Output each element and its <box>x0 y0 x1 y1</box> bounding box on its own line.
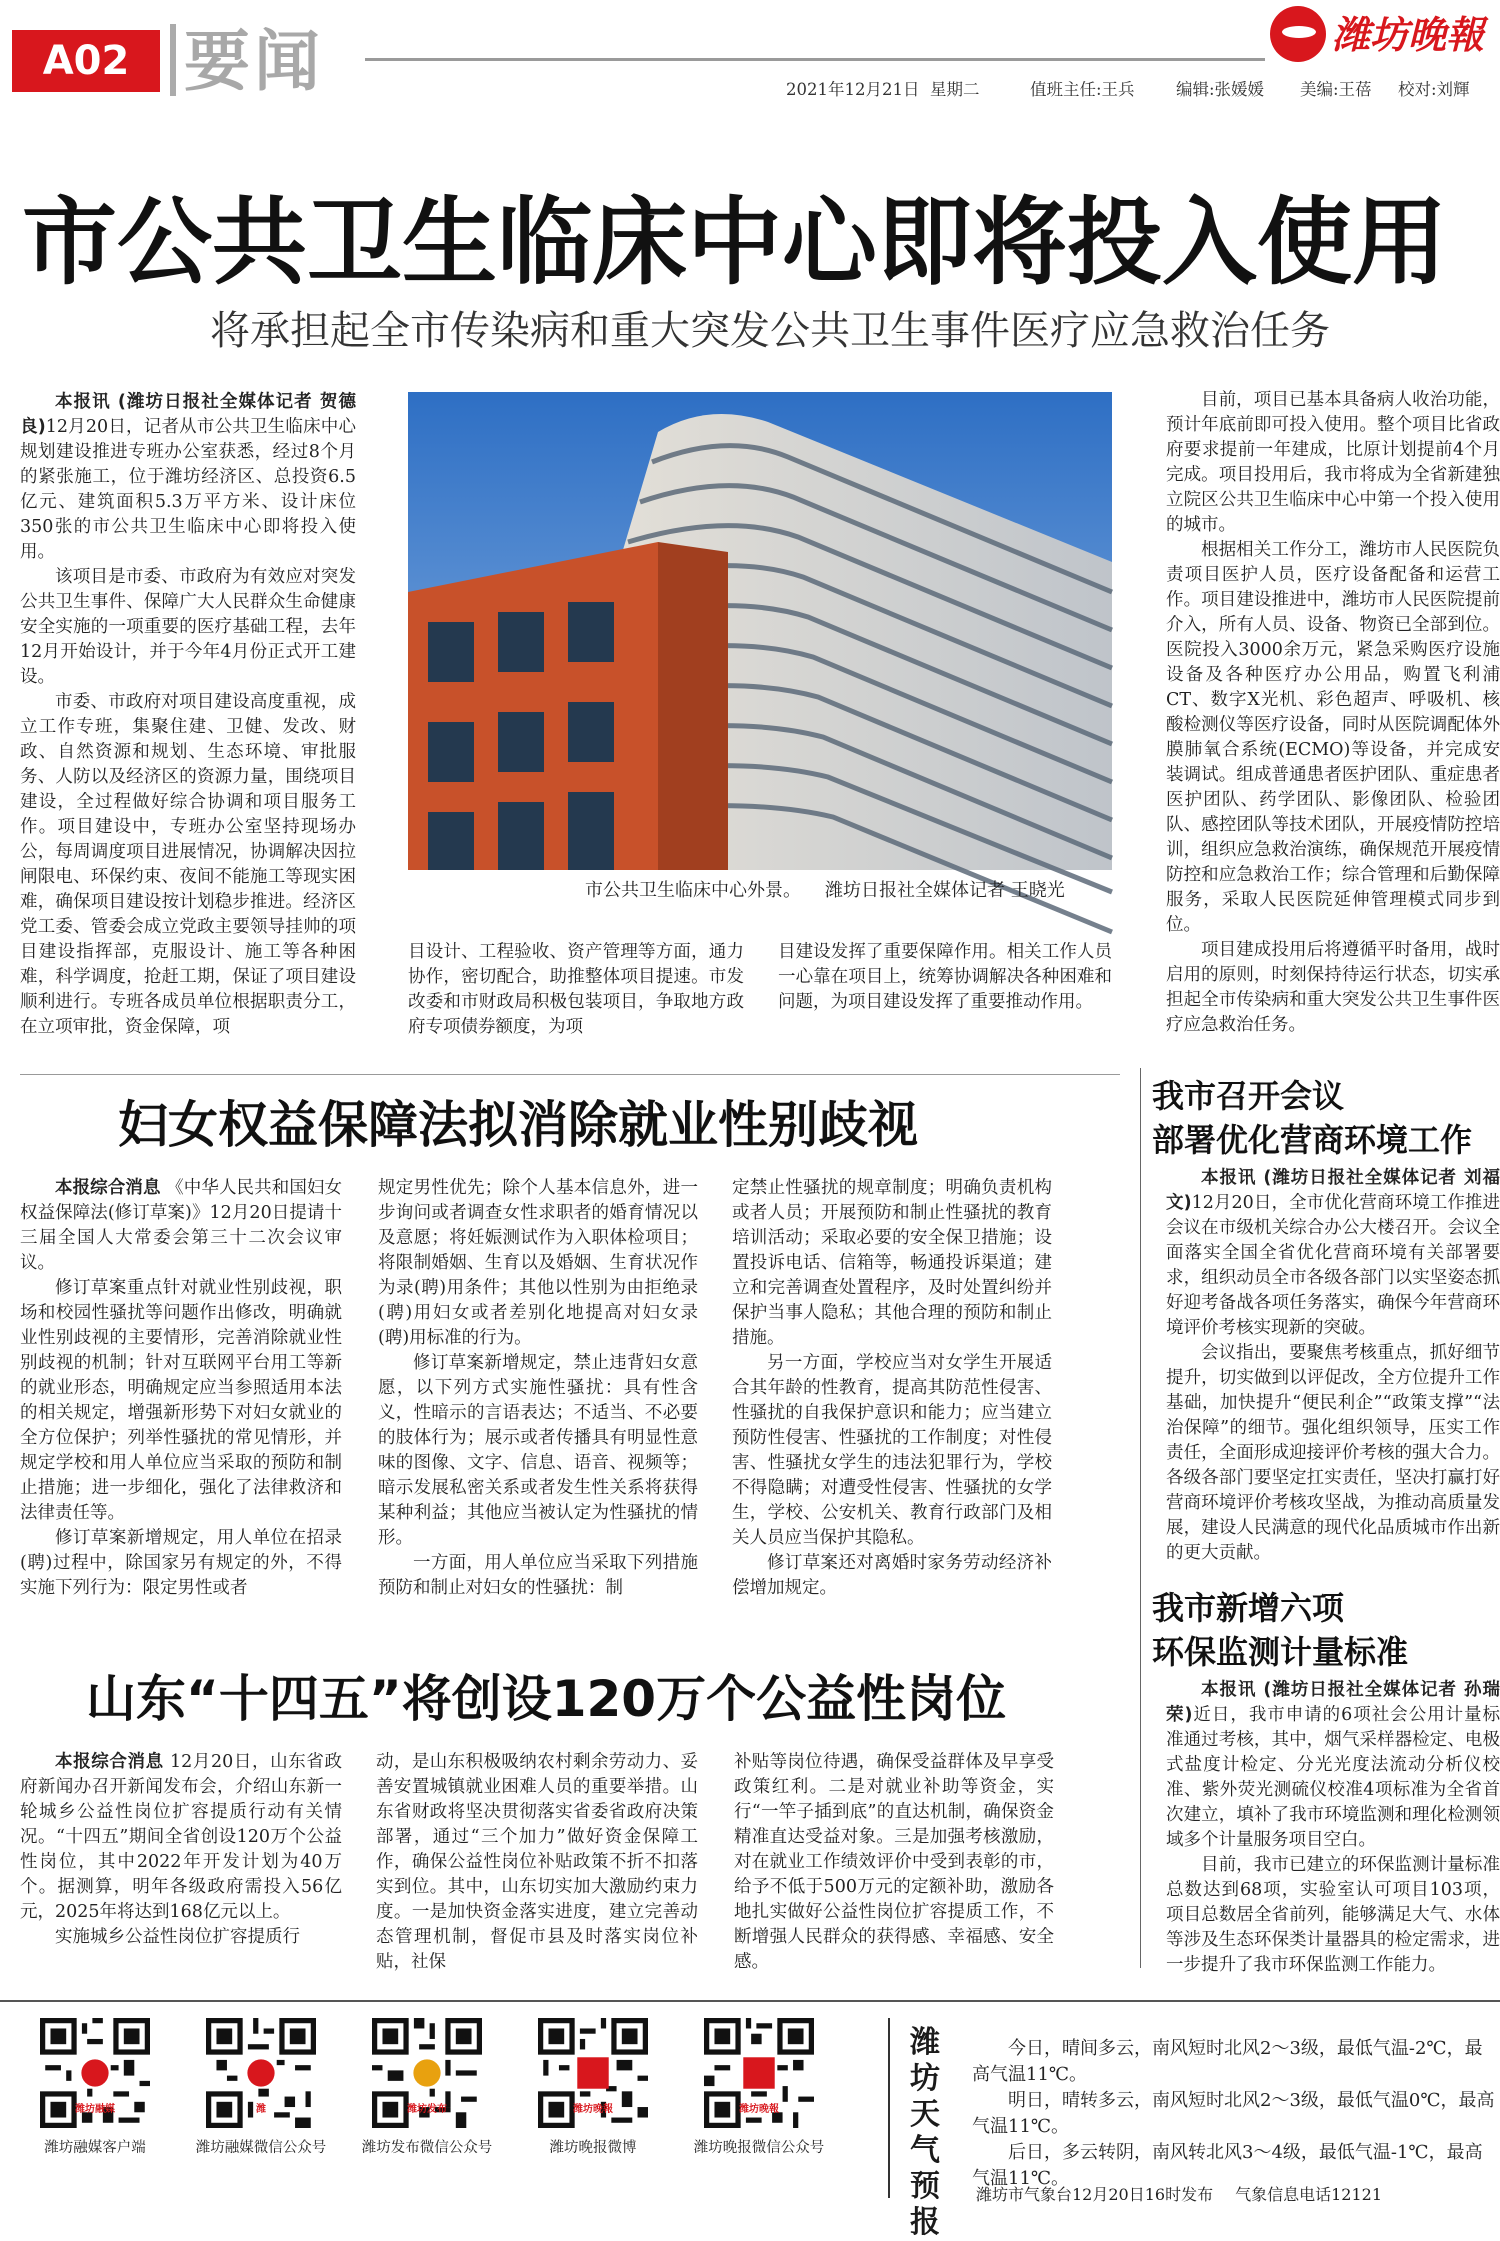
meeting-para-1: 12月20日，全市优化营商环境工作推进会议在市级机关综合办公大楼召开。会议全面落实全国全省优化营商环境有关部署要求，组织动员全市各级各部门以实坚姿态抓好迎考备战各项任务落实，确保今年营商环境评价考核实现新的突破。 <box>1166 1193 1500 1338</box>
qr-badge-4: 潍坊晚報 <box>573 2104 613 2115</box>
meeting-headline-2: 部署优化营商环境工作 <box>1152 1121 1473 1159</box>
lead-para-1: 12月20日，记者从市公共卫生临床中心规划建设推进专班办公室获悉，经过8个月的紧张施工，位于潍坊经济区、总投资6.5亿元、建筑面积5.3万平方米、设计床位350张的市公共卫生临床中心即将投入使用。 <box>20 417 356 562</box>
logo-mark-icon <box>1270 6 1326 62</box>
jobs-para-3: 动，是山东积极吸纳农村剩余劳动力、妥善安置城镇就业困难人员的重要举措。山东省财政将坚决贯彻落实省委省政府决策部署，通过“三个加力”做好资金保障工作，确保公益性岗位补贴政策不折不扣落实到位。其中，山东切实加大激励约束力度。一是加快资金落实进度，建立完善动态管理机制，督促市县及时落实岗位补贴，社保 <box>376 1752 698 1972</box>
column-divider <box>1140 1068 1141 1968</box>
meeting-para-2: 会议指出，要聚焦考核重点，抓好细节提升，切实做到以评促改，全方位提升工作基础，加快提升“便民利企”“政策支撑”“法治保障”的细节。强化组织领导，压实工作责任，全面形成迎接评价考核的强大合力。各级各部门要坚定扛实责任，坚决打赢打好营商环境评价考核攻坚战，为推动高质量发展，建设人民满意的现代化品质城市作出新的更大贡献。 <box>1166 1343 1500 1563</box>
lead-byline: 本报讯 (潍坊日报社全媒体记者 贺德良) <box>20 392 356 437</box>
env-body <box>1166 1678 1500 1978</box>
weather-tomorrow: 明日，晴转多云，南风短时北风2～3级，最低气温0℃，最高气温11℃。 <box>972 2090 1495 2137</box>
building-illustration <box>408 392 1112 870</box>
weather-hotline: 气象信息电话12121 <box>1235 2185 1382 2204</box>
qr-label-4: 潍坊晚报微博 <box>549 2140 637 2156</box>
women-para-9: 修订草案还对离婚时家务劳动经济补偿增加规定。 <box>732 1553 1052 1598</box>
jobs-byline: 本报综合消息 <box>55 1752 164 1772</box>
lead-column-4 <box>1166 388 1500 1038</box>
proofreader: 校对:刘輝 <box>1398 80 1470 99</box>
issue-date: 2021年12月21日 <box>786 80 920 99</box>
caption-credit: 潍坊日报社全媒体记者 王晓光 <box>825 880 1065 901</box>
logo-text: 潍坊晚報 <box>1332 13 1485 57</box>
lead-para-2: 该项目是市委、市政府为有效应对突发公共卫生事件、保障广大人民群众生命健康安全实施的一项重要的医疗基础工程，去年12月开始设计，并于今年4月份正式开工建设。 <box>20 567 356 687</box>
section-rule <box>20 1074 1120 1075</box>
women-column-1 <box>20 1176 342 1601</box>
women-byline: 本报综合消息 <box>55 1178 161 1198</box>
weather-after: 后日，多云转阴，南风转北风3～4级，最低气温-1℃，最高气温11℃。 <box>972 2142 1483 2189</box>
meeting-byline: 本报讯 (潍坊日报社全媒体记者 刘福文) <box>1166 1168 1500 1213</box>
lead-column-1 <box>20 390 356 1040</box>
lead-para-6: 项目建成投用后将遵循平时备用，战时启用的原则，时刻保持待运行状态，切实承担起全市传染病和重大突发公共卫生事件医疗应急救治任务。 <box>1166 940 1500 1035</box>
footer-rule <box>0 2000 1500 2002</box>
women-headline: 妇女权益保障法拟消除就业性别歧视 <box>118 1096 918 1154</box>
women-para-8: 另一方面，学校应当对女学生开展适合其年龄的性教育，提高其防范性侵害、性骚扰的自我保护意识和能力；应当建立预防性侵害、性骚扰的工作制度；对性侵害、性骚扰女学生的违法犯罪行为，学校不得隐瞒；对遭受性侵害、性骚扰的女学生，学校、公安机关、教育行政部门及相关人员应当保护其隐私。 <box>732 1353 1052 1548</box>
women-para-4: 规定男性优先；除个人基本信息外，进一步询问或者调查女性求职者的婚育情况以及意愿；将妊娠测试作为入职体检项目；将限制婚姻、生育以及婚姻、生育状况作为录(聘)用条件；其他以性别为由拒绝录(聘)用妇女或者差别化地提高对妇女录(聘)用标准的行为。 <box>378 1178 698 1348</box>
page-number: A02 <box>12 30 160 92</box>
weather-source <box>976 2182 1382 2205</box>
qr-block-1[interactable] <box>40 2018 150 2156</box>
weather-divider <box>888 2018 890 2198</box>
qr-label-1: 潍坊融媒客户端 <box>44 2140 146 2156</box>
qr-block-2[interactable] <box>195 2018 327 2156</box>
meeting-body <box>1166 1166 1500 1566</box>
lead-headline: 市公共卫生临床中心即将投入使用 <box>22 188 1448 298</box>
weather-title: 潍坊天气预报 <box>910 2025 940 2240</box>
env-para-1: 近日，我市申请的6项社会公用计量标准通过考核，其中，烟气采样器检定、电极式盐度计检定、分光光度法流动分析仪校准、紫外荧光测硫仪校准4项标准为全省首次建立，填补了我市环境监测和理化检测领域多个计量服务项目空白。 <box>1166 1705 1500 1850</box>
jobs-column-1 <box>20 1750 342 1950</box>
meeting-headline-1: 我市召开会议 <box>1152 1077 1345 1115</box>
duty-chief: 值班主任:王兵 <box>1030 80 1135 99</box>
women-para-3: 修订草案新增规定，用人单位在招录(聘)过程中，除国家另有规定的外，不得实施下列行为：限定男性或者 <box>20 1528 342 1598</box>
env-headline-2: 环保监测计量标准 <box>1152 1633 1409 1671</box>
qr-badge-5: 潍坊晚報 <box>739 2104 779 2115</box>
women-para-2: 修订草案重点针对就业性别歧视，职场和校园性骚扰等问题作出修改，明确就业性别歧视的主要情形，完善消除就业性别歧视的机制；针对互联网平台用工等新的就业形态，明确规定应当参照适用本法的相关规定，增强新形势下对妇女就业的全方位保护；列举性骚扰的常见情形，并规定学校和用人单位应当采取的预防和制止措施；进一步细化，强化了法律救济和法律责任等。 <box>20 1278 342 1523</box>
lead-para-3b: 目设计、工程验收、资产管理等方面，通力协作，密切配合，助推整体项目提速。市发改委和市财政局积极包装项目，争取地方政府专项债券额度，为项 <box>408 942 744 1037</box>
lead-para-4: 目前，项目已基本具备病人收治功能，预计年底前即可投入使用。整个项目比省政府要求提前一年建成，比原计划提前4个月完成。项目投用后，我市将成为全省新建独立院区公共卫生临床中心中第一个投入使用的城市。 <box>1166 390 1500 535</box>
art-editor: 美编:王蓓 <box>1300 80 1372 99</box>
weather-forecast <box>972 2036 1500 2192</box>
newspaper-logo <box>1270 4 1500 66</box>
env-headline-1: 我市新增六项 <box>1152 1589 1345 1627</box>
env-byline: 本报讯 (潍坊日报社全媒体记者 孙瑞荣) <box>1166 1680 1500 1725</box>
masthead-rule <box>365 58 1265 61</box>
lead-para-3c: 目建设发挥了重要保障作用。相关工作人员一心靠在项目上，统筹协调解决各种困难和问题，为项目建设发挥了重要推动作用。 <box>778 942 1112 1012</box>
qr-label-5: 潍坊晚报微信公众号 <box>693 2140 825 2156</box>
jobs-column-3 <box>734 1750 1054 1975</box>
weather-today: 今日，晴间多云，南风短时北风2～3级，最低气温-2℃，最高气温11℃。 <box>972 2038 1483 2085</box>
women-para-5: 修订草案新增规定，禁止违背妇女意愿，以下列方式实施性骚扰：具有性含义，性暗示的言语表达；不适当、不必要的肢体行为；展示或者传播具有明显性意味的图像、文字、信息、语音、视频等；暗示发展私密关系或者发生性关系将获得某种利益；其他应当被认定为性骚扰的情形。 <box>378 1353 698 1548</box>
women-para-1: 《中华人民共和国妇女权益保障法(修订草案)》12月20日提请十三届全国人大常委会第三十二次会议审议。 <box>20 1178 343 1273</box>
photo-caption <box>585 876 1065 902</box>
qr-label-3: 潍坊发布微信公众号 <box>361 2140 493 2156</box>
lead-subheadline: 将承担起全市传染病和重大突发公共卫生事件医疗应急救治任务 <box>210 308 1330 354</box>
women-para-7: 定禁止性骚扰的规章制度；明确负责机构或者人员；开展预防和制止性骚扰的教育培训活动；采取必要的安全保卫措施；设置投诉电话、信箱等，畅通投诉渠道；建立和完善调查处置程序，及时处置纠纷并保护当事人隐私；其他合理的预防和制止措施。 <box>732 1178 1052 1348</box>
qr-badge-1: 潍坊融媒 <box>75 2104 115 2115</box>
lead-para-3: 市委、市政府对项目建设高度重视，成立工作专班，集聚住建、卫健、发改、财政、自然资源和规划、生态环境、审批服务、人防以及经济区的资源力量，围绕项目建设，全过程做好综合协调和项目服务工作。项目建设中，专班办公室坚持现场办公，每周调度项目进展情况，协调解决因拉闸限电、环保约束、夜间不能施工等现实困难，确保项目建设按计划稳步推进。经济区党工委、管委会成立党政主要领导挂帅的项目建设指挥部，克服设计、施工等各种困难，科学调度，抢赶工期，保证了项目建设顺利进行。专班各成员单位根据职责分工，在立项审批，资金保障，项 <box>20 692 356 1037</box>
caption-text: 市公共卫生临床中心外景。 <box>585 880 801 901</box>
section-name: 要闻 <box>184 23 324 100</box>
qr-block-4[interactable] <box>538 2018 648 2156</box>
editor: 编辑:张媛媛 <box>1176 80 1265 99</box>
issue-weekday: 星期二 <box>930 80 980 99</box>
masthead-divider <box>170 24 176 96</box>
jobs-column-2 <box>376 1750 698 1975</box>
lead-column-2 <box>408 940 744 1040</box>
women-column-2 <box>378 1176 698 1601</box>
jobs-para-2: 实施城乡公益性岗位扩容提质行 <box>55 1927 300 1947</box>
lead-para-5: 根据相关工作分工，潍坊市人民医院负责项目医护人员，医疗设备配备和运营工作。项目建设推进中，潍坊市人民医院提前介入，所有人员、设备、物资已全部到位。医院投入3000余万元，紧急采购医疗设施设备及各种医疗办公用品，购置飞利浦CT、数字X光机、彩色超声、呼吸机、核酸检测仪等医疗设备，同时从医院调配体外膜肺氧合系统(ECMO)等设备，并完成安装调试。组成普通患者医护团队、重症患者医护团队、药学团队、影像团队、检验团队、感控团队等技术团队，开展疫情防控培训，组织应急救治演练，确保规范开展疫情防控和应急救治工作；综合管理和后勤保障服务，采取人民医院延伸管理模式同步到位。 <box>1166 540 1500 935</box>
qr-label-2: 潍坊融媒微信公众号 <box>195 2140 327 2156</box>
weather-issuer: 潍坊市气象台12月20日16时发布 <box>976 2185 1214 2204</box>
jobs-para-4: 补贴等岗位待遇，确保受益群体及早享受政策红利。二是对就业补助等资金，实行“一竿子插到底”的直达机制，确保资金精准直达受益对象。三是加强考核激励，对在就业工作绩效评价中受到表彰的市，给予不低于500万元的定额补助，激励各地扎实做好公益性岗位扩容提质工作，不断增强人民群众的获得感、幸福感、安全感。 <box>734 1752 1054 1972</box>
women-para-6: 一方面，用人单位应当采取下列措施预防和制止对妇女的性骚扰：制 <box>378 1553 698 1598</box>
women-column-3 <box>732 1176 1052 1601</box>
lead-column-3 <box>778 940 1112 1015</box>
qr-block-5[interactable] <box>693 2018 825 2156</box>
qr-badge-3: 潍坊发布 <box>407 2104 447 2115</box>
env-para-2: 目前，我市已建立的环保监测计量标准总数达到68项，实验室认可项目103项，项目总数居全省前列，能够满足大气、水体等涉及生态环保类计量器具的检定需求，进一步提升了我市环保监测工作能力。 <box>1166 1855 1500 1975</box>
lead-photo <box>408 392 1112 870</box>
jobs-headline: 山东“十四五”将创设120万个公益性岗位 <box>86 1670 1007 1728</box>
qr-badge-2: 潍 <box>256 2104 266 2115</box>
qr-block-3[interactable] <box>361 2018 493 2156</box>
jobs-para-1: 12月20日，山东省政府新闻办召开新闻发布会，介绍山东新一轮城乡公益性岗位扩容提质行动有关情况。“十四五”期间全省创设120万个公益性岗位，其中2022年开发计划为40万个。据测算，明年各级政府需投入56亿元，2025年将达到168亿元以上。 <box>20 1752 342 1922</box>
